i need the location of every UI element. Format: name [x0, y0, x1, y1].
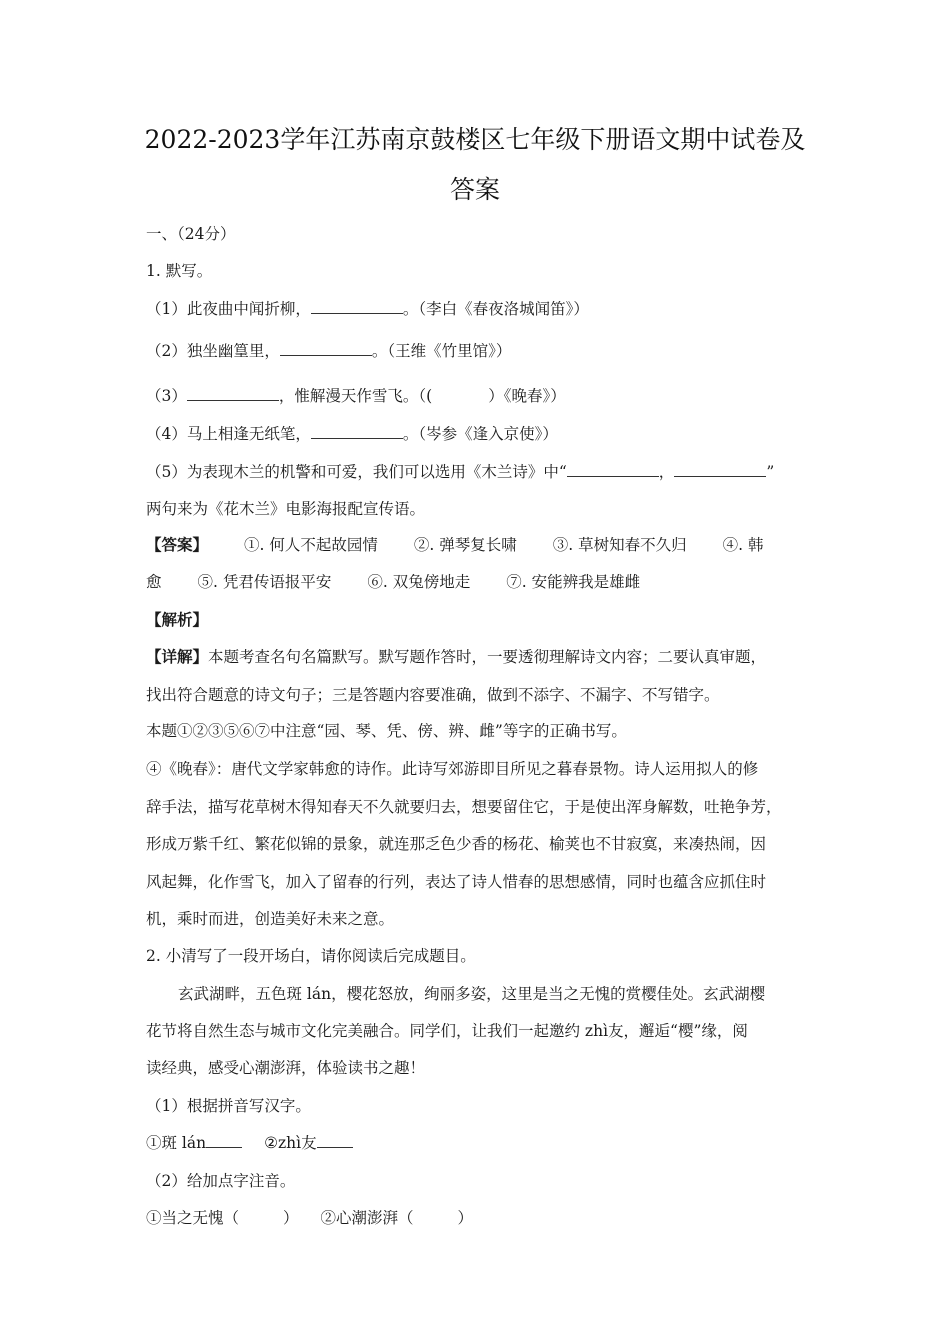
q1-item-4-pre: （4）马上相逢无纸笔， — [146, 425, 311, 443]
q1-item-4 — [146, 424, 558, 444]
answer-item: ⑥. 双兔傍地走 — [367, 573, 471, 591]
q1-item-5-pre: （5）为表现木兰的机警和可爱，我们可以选用《木兰诗》中“ — [146, 463, 567, 481]
detail-line-6: 形成万紫千红、繁花似锦的景象，就连那乏色少香的杨花、榆荚也不甘寂寞，来凑热闹，因 — [146, 835, 767, 853]
q2-sub-1-items — [146, 1133, 353, 1153]
q2-sub-1-a: ①斑 lán — [146, 1134, 207, 1152]
section-heading: 一、（24分） — [146, 225, 236, 243]
q2-sub-2-a-pre: ①当之无愧（ — [146, 1209, 240, 1227]
answer-line-2 — [146, 572, 640, 592]
passage-line-3: 读经典，感受心潮澎湃，体验读书之趣！ — [146, 1059, 426, 1077]
answer-blank — [311, 299, 403, 314]
passage-line-2: 花节将自然生态与城市文化完美融合。同学们，让我们一起邀约 zhì友，邂逅“樱”缘，阅 — [146, 1022, 748, 1040]
q1-item-1-pre: （1）此夜曲中闻折柳， — [146, 300, 311, 318]
document-title-line2: 答案 — [449, 175, 500, 204]
answer-blank — [311, 424, 403, 439]
q2-sub-1-b: ②zhì友 — [264, 1134, 317, 1152]
q2-sub-2-a-post: ） — [283, 1209, 299, 1227]
detail-line-8: 机，乘时而进，创造美好未来之意。 — [146, 910, 395, 928]
q1-item-3 — [146, 386, 566, 406]
q2-sub-1: （1）根据拼音写汉字。 — [146, 1097, 311, 1115]
detail-line-5: 辞手法，描写花草树木得知春天不久就要归去，想要留住它，于是使出浑身解数，吐艳争芳， — [146, 798, 782, 816]
answer-line-1 — [146, 535, 763, 555]
detail-tag: 【详解】 — [146, 647, 209, 666]
answer-item: ⑦. 安能辨我是雄雌 — [506, 573, 641, 591]
q1-item-3-mid: ，惟解漫天作雪飞。（( — [278, 387, 433, 405]
q1-item-4-post: 。（岑参《逢入京使》） — [402, 425, 558, 443]
q1-item-5-line1 — [146, 462, 774, 482]
q1-item-3-post: ）《晚春》） — [488, 387, 566, 405]
detail-line-2: 找出符合题意的诗文句子；三是答题内容要准确，做到不添字、不漏字、不写错字。 — [146, 686, 720, 704]
q1-item-2-pre: （2）独坐幽篁里， — [146, 342, 280, 360]
detail-text: 本题考查名句名篇默写。默写题作答时，一要透彻理解诗文内容；二要认真审题， — [208, 648, 767, 666]
question-2-label: 2. 小清写了一段开场白，请你阅读后完成题目。 — [146, 947, 476, 965]
q1-item-1-post: 。（李白《春夜洛城闻笛》） — [402, 300, 589, 318]
q2-sub-2-items — [146, 1208, 473, 1228]
document-title-line1: 2022-2023学年江苏南京鼓楼区七年级下册语文期中试卷及 — [144, 125, 806, 154]
passage-line-1: 玄武湖畔，五色斑 lán，樱花怒放，绚丽多姿，这里是当之无愧的赏樱佳处。玄武湖樱 — [178, 985, 766, 1003]
answer-blank — [206, 1133, 242, 1148]
answer-tag: 【答案】 — [146, 535, 209, 554]
q1-item-5-line2: 两句来为《花木兰》电影海报配宣传语。 — [146, 500, 426, 518]
q1-item-3-pre: （3） — [146, 387, 187, 405]
detail-line-7: 风起舞，化作雪飞，加入了留春的行列，表达了诗人惜春的思想感情，同时也蕴含应抓住时 — [146, 873, 767, 891]
answer-item: ⑤. 凭君传语报平安 — [197, 573, 332, 591]
answer-item: ④. 韩 — [722, 536, 764, 554]
detail-line-3: 本题①②③⑤⑥⑦中注意“园、琴、凭、傍、辨、雌”等字的正确书写。 — [146, 722, 627, 740]
answer-blank — [280, 341, 372, 356]
q2-sub-2-b-pre: ②心潮澎湃（ — [320, 1209, 414, 1227]
answer-item: ③. 草树知春不久归 — [552, 536, 687, 554]
question-1-label: 1. 默写。 — [146, 262, 213, 280]
answer-blank — [674, 462, 766, 477]
answer-blank — [567, 462, 659, 477]
answer-blank — [187, 386, 279, 401]
q1-item-2 — [146, 341, 511, 361]
detail-line-4: ④《晚春》：唐代文学家韩愈的诗作。此诗写郊游即目所见之暮春景物。诗人运用拟人的修 — [146, 760, 759, 778]
detail-line-1 — [146, 647, 766, 667]
analysis-tag: 【解析】 — [146, 610, 209, 629]
q2-sub-2: （2）给加点字注音。 — [146, 1172, 296, 1190]
answer-item: 愈 — [146, 573, 162, 591]
q1-item-5-mid: ， — [658, 463, 675, 481]
q2-sub-2-b-post: ） — [457, 1209, 474, 1227]
answer-item: ①. 何人不起故园情 — [244, 536, 378, 554]
q1-item-2-post: 。（王维《竹里馆》） — [371, 342, 512, 360]
answer-item: ②. 弹琴复长啸 — [413, 536, 517, 554]
q1-item-5-post: ” — [766, 463, 775, 481]
q1-item-1 — [146, 299, 589, 319]
answer-blank — [317, 1133, 353, 1148]
